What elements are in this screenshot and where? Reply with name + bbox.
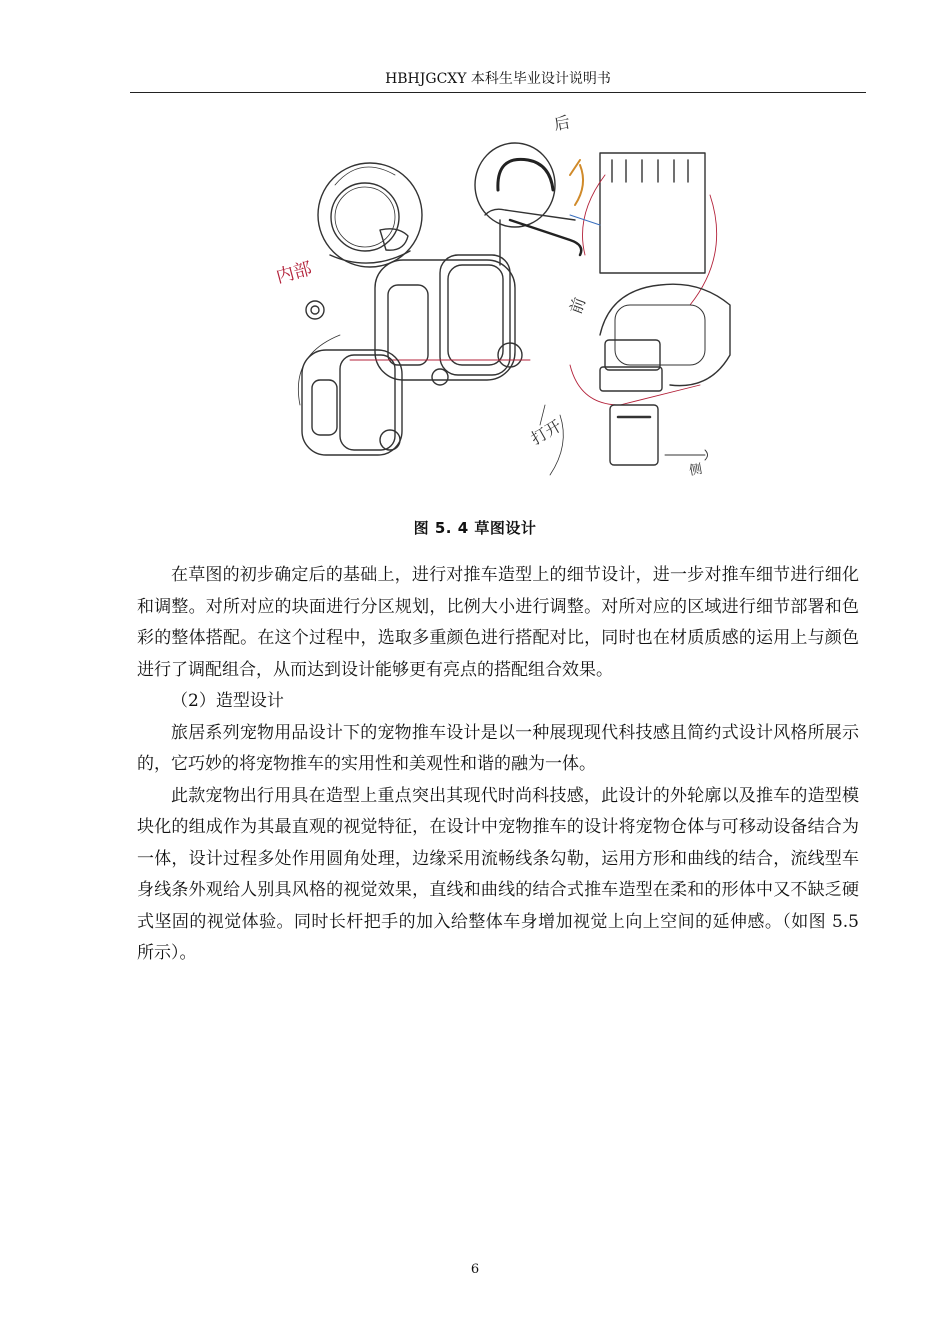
sketch-egg-chair — [475, 143, 583, 255]
sketch-panel — [570, 153, 717, 305]
sketch-drawing — [270, 105, 740, 500]
label-rear: 后 — [552, 112, 572, 134]
paragraph-3: 此款宠物出行用具在造型上重点突出其现代时尚科技感，此设计的外轮廓以及推车的造型模块化的组成作为其最直观的视觉特征，在设计中宠物推车的设计将宠物仓体与可移动设备结合为一体，设计过程多处作用圆角处理，边缘采用流畅线条勾勒，运用方形和曲线的结合，流线型车身线条外观给人别具风格的视觉效果，直线和曲线的结合式推车造型在柔和的形体中又不缺乏硬式坚固的视觉体验。同时长杆把手的加入给整体车身增加视觉上向上空间的延伸感。（如图 5.5 所示）。 — [137, 785, 859, 963]
figure-caption: 图 5. 4 草图设计 — [413, 519, 537, 537]
sketch-helmet — [306, 163, 422, 319]
label-open: 打开 — [527, 416, 565, 449]
page-header — [130, 70, 866, 93]
sketch-open-device — [570, 284, 730, 465]
paragraph-1: 在草图的初步确定后的基础上，进行对推车造型上的细节设计，进一步对推车细节进行细化和调整。对所对应的块面进行分区规划，比例大小进行调整。对所对应的区域进行细节部署和色彩的整体搭配。在这个过程中，选取多重颜色进行搭配对比，同时也在材质质感的运用上与颜色进行了调配组合，从而达到设计能够更有亮点的搭配组合效果。 — [137, 565, 859, 680]
sketch-stroller-small — [298, 335, 402, 455]
label-inside: 内部 — [273, 258, 315, 288]
sketch-figure — [270, 105, 740, 500]
section-heading: （2）造型设计 — [171, 691, 284, 711]
sketch-stroller-main — [350, 209, 575, 385]
label-side: 侧 — [688, 461, 704, 479]
body-text — [137, 560, 859, 970]
paragraph-2: 旅居系列宠物用品设计下的宠物推车设计是以一种展现现代科技感且简约式设计风格所展示的，它巧妙的将宠物推车的实用性和美观性和谐的融为一体。 — [137, 722, 859, 774]
label-front: 前 — [565, 294, 590, 317]
header-title: HBHJGCXY 本科生毕业设计说明书 — [385, 71, 611, 87]
page-number: 6 — [470, 1262, 480, 1277]
